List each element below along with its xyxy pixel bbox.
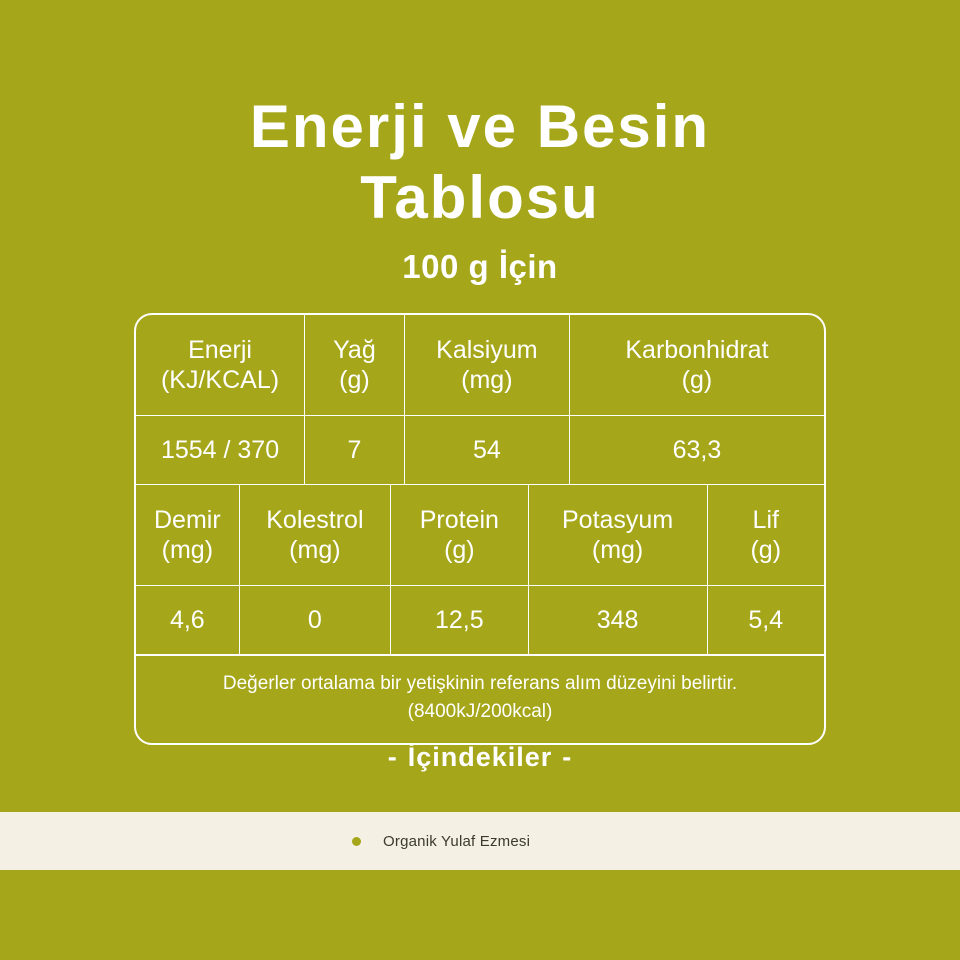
header-fiber-label: Lif [752, 505, 779, 534]
title-block [0, 0, 960, 286]
header-cholesterol-unit: (mg) [289, 536, 341, 564]
header-energy-unit: (KJ/KCAL) [160, 366, 280, 394]
header-fat-label: Yağ [333, 335, 376, 364]
header-calcium-unit: (mg) [461, 366, 513, 394]
value-protein: 12,5 [391, 586, 529, 655]
value-energy: 1554 / 370 [136, 416, 305, 485]
value-cholesterol: 0 [239, 586, 390, 655]
header-calcium-label: Kalsiyum [436, 335, 538, 364]
page-title-line-2: Tablosu [360, 163, 600, 231]
header-protein [391, 485, 529, 586]
dash-left: - [387, 742, 398, 772]
ingredients-strip [0, 812, 960, 870]
header-iron [136, 485, 239, 586]
reference-intake-note-line-1: Değerler ortalama bir yetişkinin referans alım düzeyini belirtir. [222, 673, 738, 694]
header-iron-unit: (mg) [161, 536, 214, 564]
table-row-headers-2 [136, 485, 824, 586]
dash-right: - [562, 742, 573, 772]
header-potassium [528, 485, 707, 586]
header-potassium-unit: (mg) [591, 536, 644, 564]
value-carbohydrate: 63,3 [569, 416, 824, 485]
header-cholesterol-label: Kolestrol [266, 505, 364, 534]
bullet-icon [352, 837, 361, 846]
nutrition-table-second [136, 485, 824, 655]
reference-intake-note-line-2: (8400kJ/200kcal) [407, 700, 553, 722]
nutrition-table [136, 315, 824, 485]
header-carbohydrate-label: Karbonhidrat [625, 335, 769, 364]
header-fat [305, 315, 405, 416]
header-calcium [404, 315, 569, 416]
value-fiber: 5,4 [707, 586, 824, 655]
header-fiber [707, 485, 824, 586]
ingredient-label: Organik Yulaf Ezmesi [383, 832, 531, 850]
table-row-values-1 [136, 416, 824, 485]
header-protein-label: Protein [419, 505, 499, 534]
page-title-line-1: Enerji ve Besin [249, 93, 711, 160]
value-iron: 4,6 [136, 586, 239, 655]
table-row-values-2 [136, 586, 824, 655]
header-protein-unit: (g) [444, 536, 475, 564]
header-fiber-unit: (g) [750, 536, 782, 564]
value-calcium: 54 [404, 416, 569, 485]
header-cholesterol [239, 485, 390, 586]
ingredient-list-item [352, 833, 530, 850]
nutrition-card [134, 313, 826, 745]
table-row-headers-1 [136, 315, 824, 416]
header-fat-unit: (g) [339, 366, 370, 394]
header-iron-label: Demir [154, 505, 221, 534]
header-energy [136, 315, 305, 416]
header-carbohydrate [569, 315, 824, 416]
value-fat: 7 [305, 416, 405, 485]
header-potassium-label: Potasyum [561, 505, 674, 534]
header-energy-label: Enerji [188, 335, 252, 364]
reference-intake-note [136, 655, 824, 743]
ingredients-heading-label: İçindekiler [407, 742, 553, 772]
page-subtitle: 100 g İçin [402, 247, 558, 285]
header-carbohydrate-unit: (g) [681, 366, 713, 394]
value-potassium: 348 [528, 586, 707, 655]
ingredients-heading [0, 742, 960, 773]
